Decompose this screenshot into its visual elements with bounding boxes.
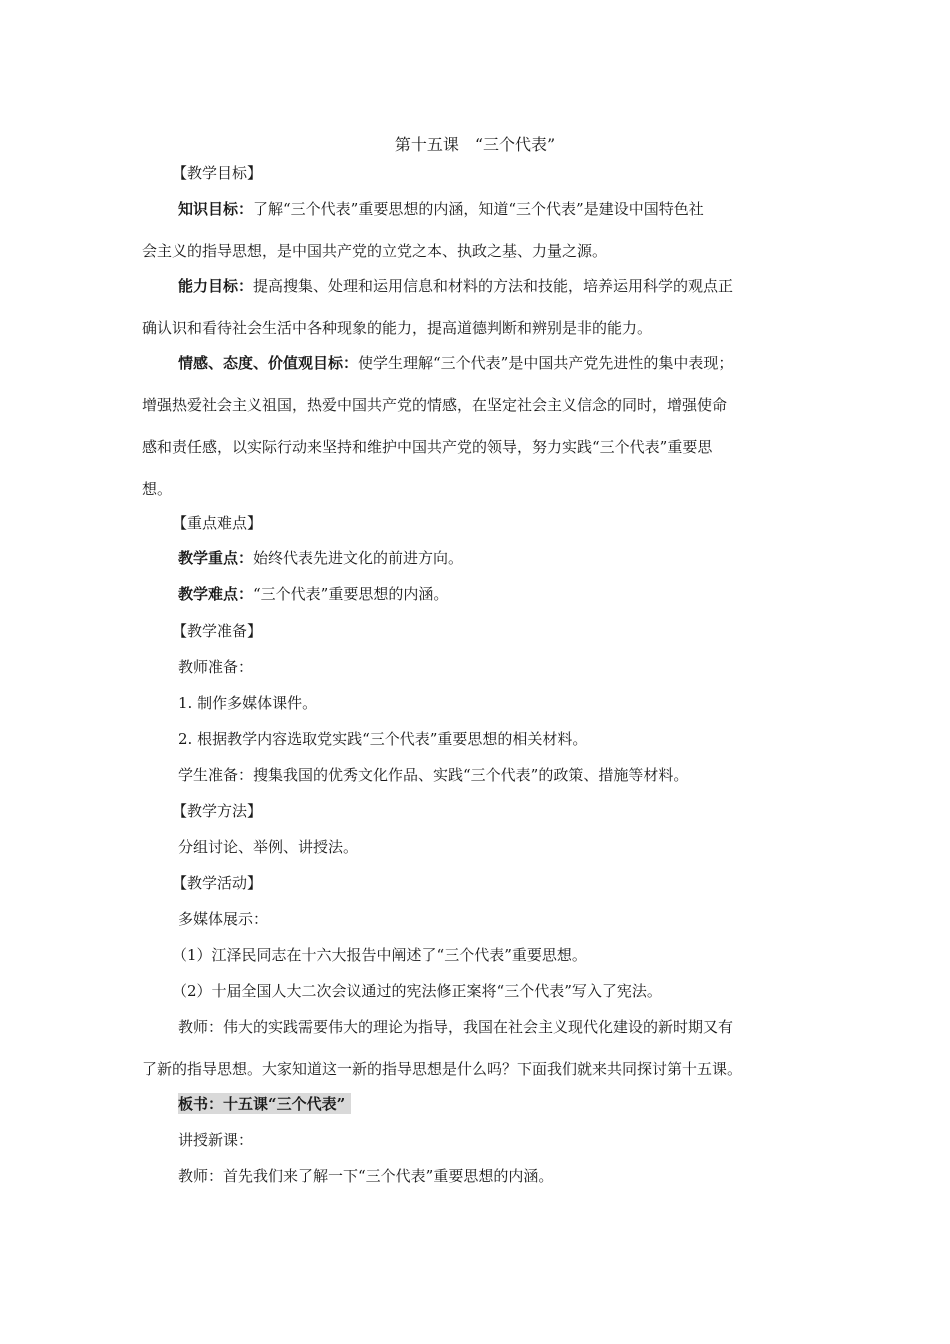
emotion-goal-line-2: 增强热爱社会主义祖国，热爱中国共产党的情感，在坚定社会主义信念的同时，增强使命 [142, 396, 728, 414]
teacher-intro-line-2: 了新的指导思想。大家知道这一新的指导思想是什么吗？下面我们就来共同探讨第十五课。 [142, 1060, 743, 1078]
multimedia-item-2: （2）十届全国人大二次会议通过的宪法修正案将“三个代表”写入了宪法。 [172, 982, 662, 1000]
teacher-prep-item-1: 1. 制作多媒体课件。 [178, 694, 318, 712]
multimedia-label: 多媒体展示： [178, 910, 269, 928]
teacher-intro-line-1: 教师：伟大的实践需要伟大的理论为指导，我国在社会主义现代化建设的新时期又有 [178, 1018, 734, 1036]
student-prep: 学生准备：搜集我国的优秀文化作品、实践“三个代表”的政策、措施等材料。 [178, 766, 689, 784]
emotion-goal-line-1: 情感、态度、价值观目标：使学生理解“三个代表”是中国共产党先进性的集中表现； [178, 354, 734, 372]
emotion-goal-line-4: 想。 [142, 480, 173, 498]
teacher-line: 教师：首先我们来了解一下“三个代表”重要思想的内涵。 [178, 1167, 554, 1185]
new-lesson-label: 讲授新课： [178, 1131, 254, 1149]
key-point: 教学重点：始终代表先进文化的前进方向。 [178, 549, 464, 567]
emotion-goal-label: 情感、态度、价值观目标： [178, 354, 359, 372]
ability-goal-line-2: 确认识和看待社会生活中各种现象的能力，提高道德判断和辨别是非的能力。 [142, 319, 653, 337]
heading-key-points: 【重点难点】 [172, 514, 263, 532]
teacher-prep-label: 教师准备： [178, 658, 254, 676]
key-point-label: 教学重点： [178, 549, 254, 567]
emotion-goal-line-3: 感和责任感，以实际行动来坚持和维护中国共产党的领导，努力实践“三个代表”重要思 [142, 438, 713, 456]
ability-goal-label: 能力目标： [178, 277, 254, 295]
knowledge-goal-label: 知识目标： [178, 200, 254, 218]
method-text: 分组讨论、举例、讲授法。 [178, 838, 359, 856]
multimedia-item-1: （1）江泽民同志在十六大报告中阐述了“三个代表”重要思想。 [172, 946, 587, 964]
teacher-prep-item-2: 2. 根据教学内容选取党实践“三个代表”重要思想的相关材料。 [178, 730, 588, 748]
ability-goal-line-1: 能力目标：提高搜集、处理和运用信息和材料的方法和技能，培养运用科学的观点正 [178, 277, 734, 295]
knowledge-goal-line-2: 会主义的指导思想，是中国共产党的立党之本、执政之基、力量之源。 [142, 242, 608, 260]
heading-activities: 【教学活动】 [172, 874, 263, 892]
heading-method: 【教学方法】 [172, 802, 263, 820]
lesson-title: 第十五课 “三个代表” [394, 135, 556, 154]
heading-goals: 【教学目标】 [172, 164, 263, 182]
difficult-point-label: 教学难点： [178, 585, 254, 603]
heading-preparation: 【教学准备】 [172, 622, 263, 640]
difficult-point: 教学难点：“三个代表”重要思想的内涵。 [178, 585, 449, 603]
board-note: 板书：十五课“三个代表” [178, 1093, 351, 1114]
knowledge-goal-line-1: 知识目标：了解“三个代表”重要思想的内涵，知道“三个代表”是建设中国特色社 [178, 200, 704, 218]
